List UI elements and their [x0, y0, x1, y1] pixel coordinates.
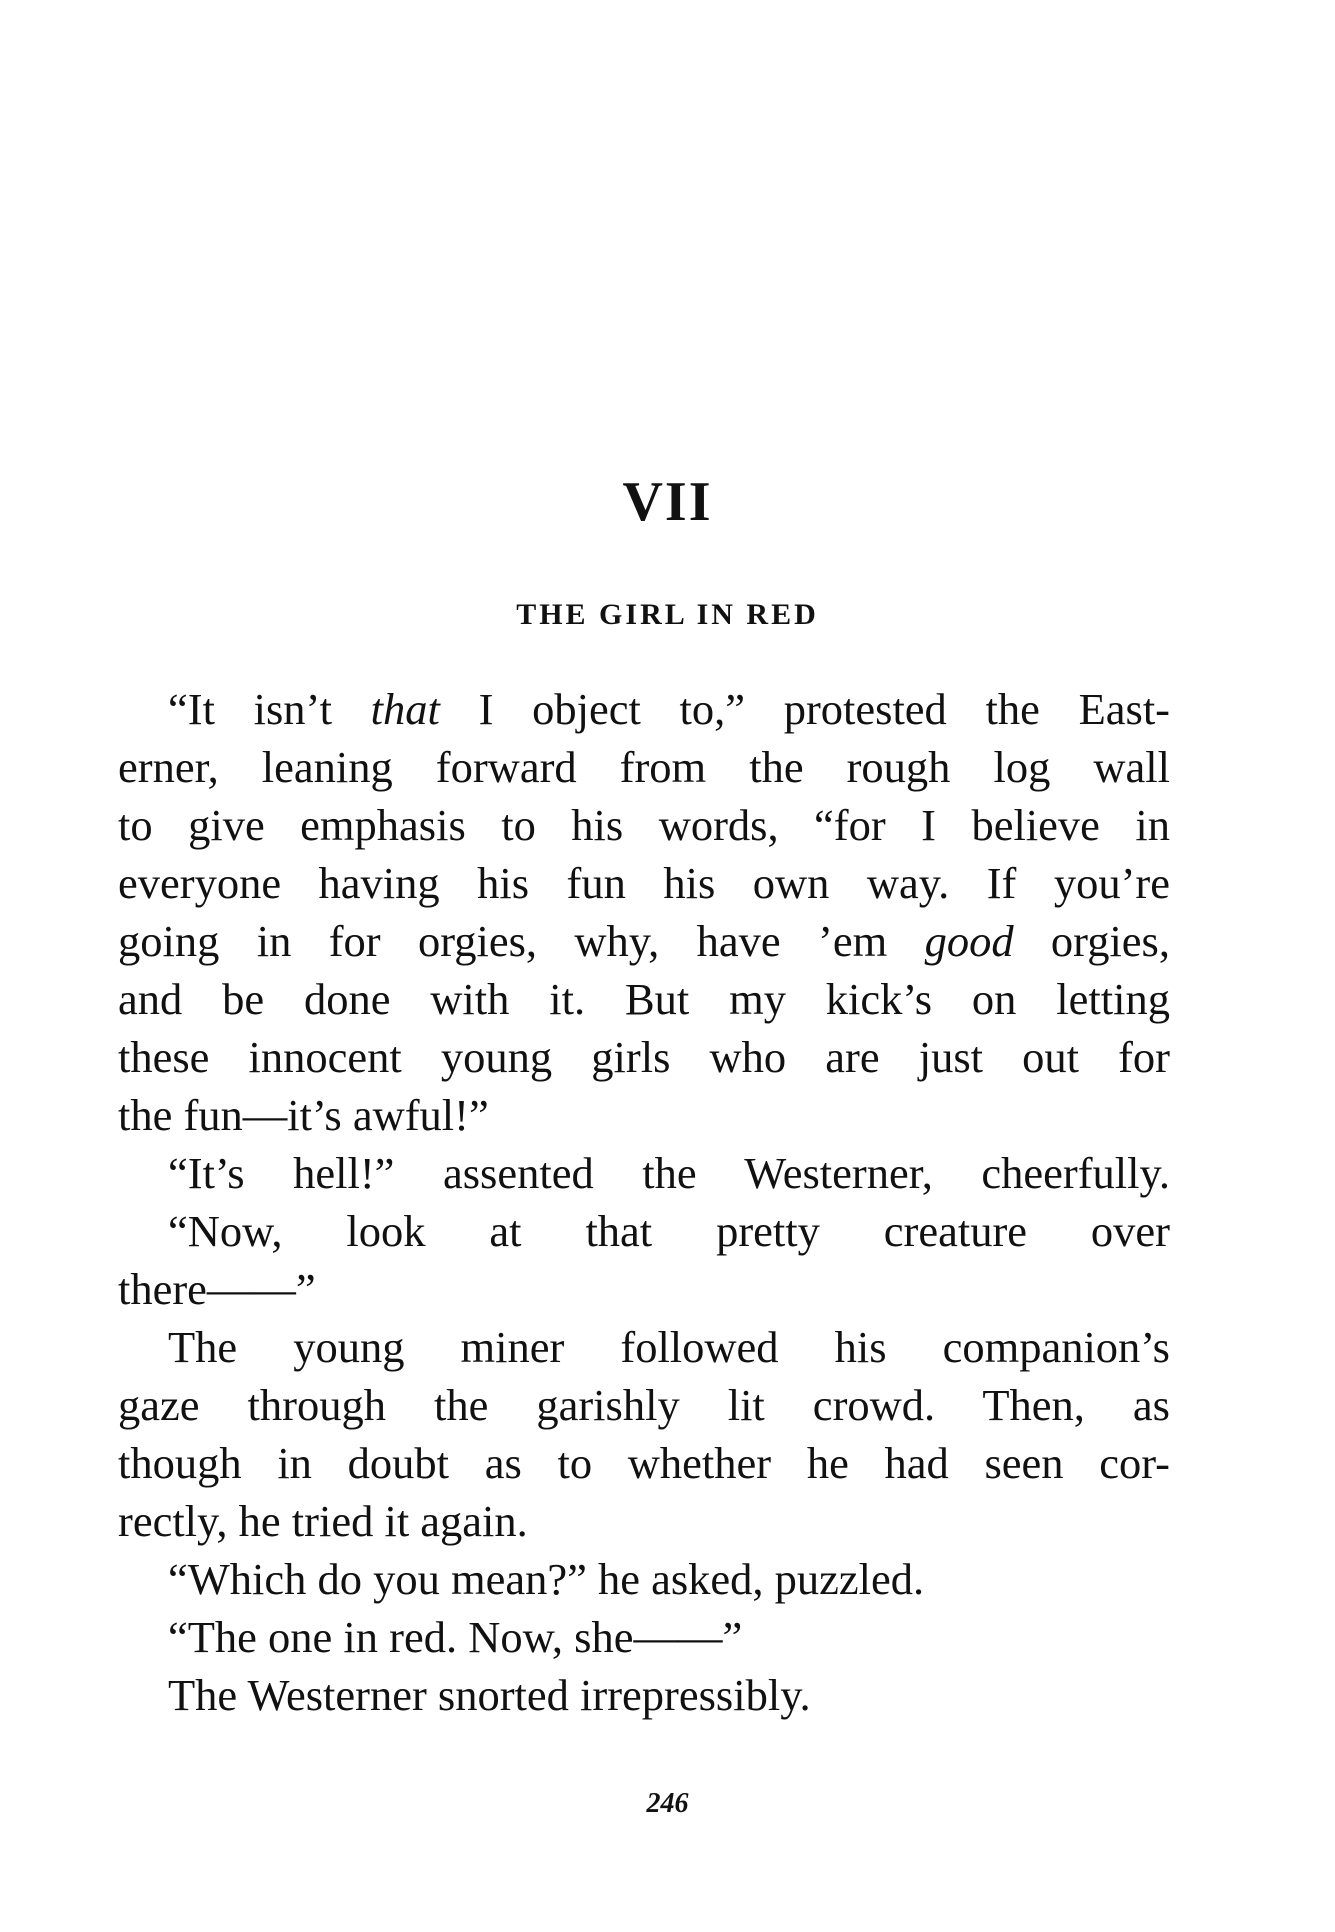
text-line-7: these innocent young girls who are just out for	[118, 1032, 1170, 1082]
text-line-2: erner, leaning forward from the rough log wall	[118, 742, 1170, 792]
chapter-number: VII	[622, 471, 713, 533]
page-number: 246	[646, 1788, 689, 1819]
text-line-11: there——”	[118, 1264, 316, 1314]
text-line-1: “It isn’t that I object to,” protested the East-	[168, 684, 1170, 734]
text-line-18: The Westerner snorted irrepressibly.	[168, 1670, 811, 1720]
text-line-14: though in doubt as to whether he had seen cor-	[118, 1438, 1170, 1488]
chapter-title: THE GIRL IN RED	[516, 598, 819, 631]
text-line-9: “It’s hell!” assented the Westerner, cheerfully.	[168, 1148, 1170, 1198]
text-line-6: and be done with it. But my kick’s on letting	[118, 974, 1170, 1024]
text-line-8: the fun—it’s awful!”	[118, 1090, 489, 1140]
text-line-16: “Which do you mean?” he asked, puzzled.	[168, 1554, 925, 1604]
body-text	[118, 680, 1170, 1724]
text-line-10: “Now, look at that pretty creature over	[168, 1206, 1170, 1256]
text-line-3: to give emphasis to his words, “for I believe in	[118, 800, 1170, 850]
text-line-4: everyone having his fun his own way. If you’re	[118, 858, 1170, 908]
text-line-17: “The one in red. Now, she——”	[168, 1612, 743, 1662]
text-line-13: gaze through the garishly lit crowd. Then, as	[118, 1380, 1170, 1430]
text-line-5: going in for orgies, why, have ’em good orgies,	[118, 916, 1170, 966]
text-line-15: rectly, he tried it again.	[118, 1496, 528, 1546]
text-line-12: The young miner followed his companion’s	[168, 1322, 1170, 1372]
